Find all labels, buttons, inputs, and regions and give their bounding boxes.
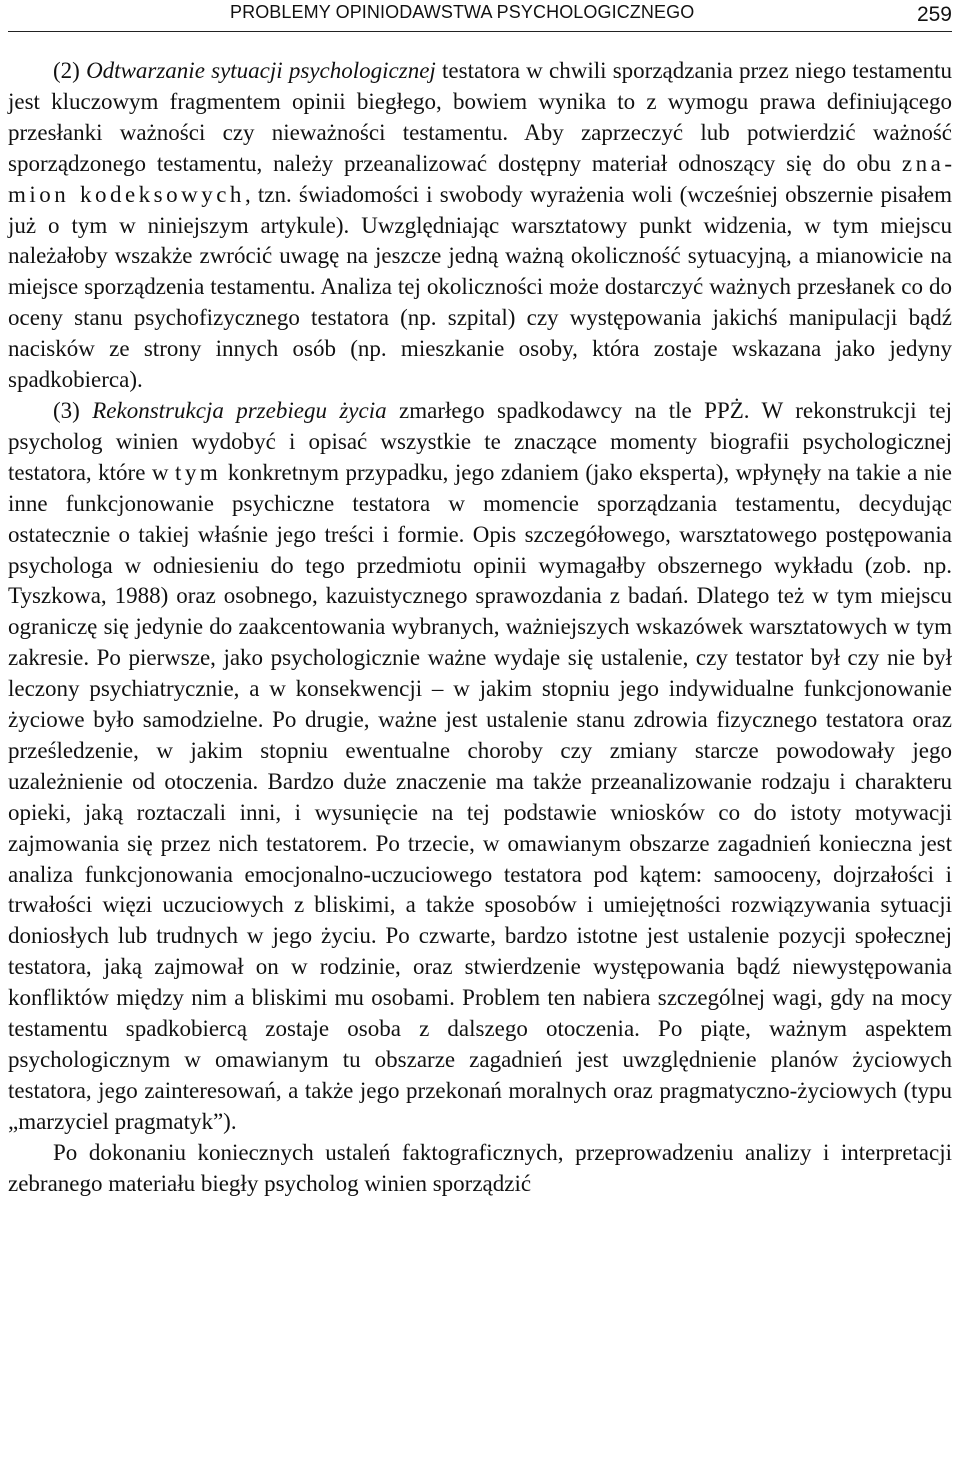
paragraph-text: Po dokonaniu koniecznych ustaleń faktograficznych, przeprowadzeniu analizy i interpretacji zebranego materiału biegły psycholog winien sporządzić xyxy=(8,1139,952,1196)
spaced-term: znamion kodeksowych xyxy=(8,150,952,207)
body-text xyxy=(8,56,952,1200)
paragraph-text: zmarłego spadkodawcy na tle PPŻ. W rekonstrukcji tej psycholog winien wydobyć i opisać wszystkie te znaczące momenty biografii psychologicznej testatora, które w xyxy=(8,397,953,485)
paragraph-text: , tzn. świadomości i swobody wyrażenia woli (wcześniej obszernie pisałem już o tym w niniejszym artykule). Uwzględniając warsztatowy punkt widzenia, w tym miejscu należałoby wszakże zwrócić uwagę na jeszcze jedną ważną okoliczność sytuacyjną, a mianowicie na miejsce sporządzenia testamentu. Analiza tej okoliczności może dostarczyć ważnych przesłanek co do oceny stanu psychofizycznego testatora (np. szpital) czy występowania jakichś manipulacji bądź nacisków ze strony innych osób (np. mieszkanie osoby, która zostaje wskazana jako jedyny spadkobierca). xyxy=(8,181,952,393)
item-number: (3) xyxy=(53,397,93,423)
spaced-term: tym xyxy=(175,459,222,485)
paragraph-life-reconstruction xyxy=(8,396,952,1138)
paragraph-conclusion xyxy=(8,1138,952,1200)
paragraph-text: konkretnym przypadku, jego zdaniem (jako eksperta), wpłynęły na takie a nie inne funkcjonowanie psychiczne testatora w momencie sporządzania testamentu, decydując ostatecznie o takiej właśnie jego treści i formie. Opis szczegółowego, warsztatowego postępowania psychologa w odniesieniu do tego przedmiotu opinii wymagałby obszernego wykładu (zob. np. Tyszkowa, 1988) oraz osobnego, kazuistycznego sprawozdania z badań. Dlatego też w tym miejscu ograniczę się jedynie do zaakcentowania wybranych, ważniejszych wskazówek warsztatowych w tym zakresie. Po pierwsze, jako psychologicznie ważne wydaje się ustalenie, czy testator był czy nie był leczony psychiatrycznie, a w konsekwencji – w jakim stopniu jego indywidualne funkcjonowanie życiowe było samodzielne. Po drugie, ważne jest ustalenie stanu zdrowia fizycznego testatora oraz prześledzenie, w jakim stopniu ewentualne choroby czy zmiany starcze powodowały jego uzależnienie od otoczenia. Bardzo duże znaczenie ma także przeanalizowanie rodzaju i charakteru opieki, jaką roztaczali inni, i wysunięcie na tej podstawie wniosków co do istoty motywacji zajmowania się przez nich testatorem. Po trzecie, w omawianym obszarze zagadnień konieczna jest analiza funkcjonowania emocjonalno-uczuciowego testatora pod kątem: samooceny, dojrzałości i trwałości więzi uczuciowych z bliskimi, a także sposobów i umiejętności rozwiązywania sytuacji doniosłych lub trudnych w jego życiu. Po czwarte, bardzo istotne jest ustalenie pozycji społecznej testatora, jaką zajmował on w rodzinie, oraz stwierdzenie występowania bądź niewystępowania konfliktów między nim a bliskimi mu osobami. Problem ten nabiera szczególnej wagi, gdy na mocy testamentu spadkobiercą zostaje osoba z dalszego otoczenia. Po piąte, ważnym aspektem psychologicznym w omawianym tu obszarze zagadnień jest uwzględnienie planów życiowych testatora, jego zainteresowań, a także jego przekonań moralnych oraz pragmatyczno-życiowych (typu „marzyciel pragmatyk”). xyxy=(8,459,952,1134)
item-number: (2) xyxy=(53,58,87,83)
paragraph-text: testatora w chwili sporządzania przez niego testamentu jest kluczowym fragmentem opinii biegłego, bowiem wynika to z wymogu prawa definiującego przesłanki ważności czy nieważności testamentu. Aby zaprzeczyć lub potwierdzić ważność sporządzonego testamentu, należy przeanalizować dostępny materiał odnoszący się do obu xyxy=(8,58,952,176)
paragraph-reconstruction-of-situation xyxy=(8,56,952,396)
running-header xyxy=(8,0,952,32)
running-title: PROBLEMY OPINIODAWSTWA PSYCHOLOGICZNEGO xyxy=(230,2,695,22)
item-title: Odtwarzanie sytuacji psychologicznej xyxy=(86,58,436,83)
page-number: 259 xyxy=(916,3,952,26)
item-title: Rekonstrukcja przebiegu życia xyxy=(92,397,387,423)
